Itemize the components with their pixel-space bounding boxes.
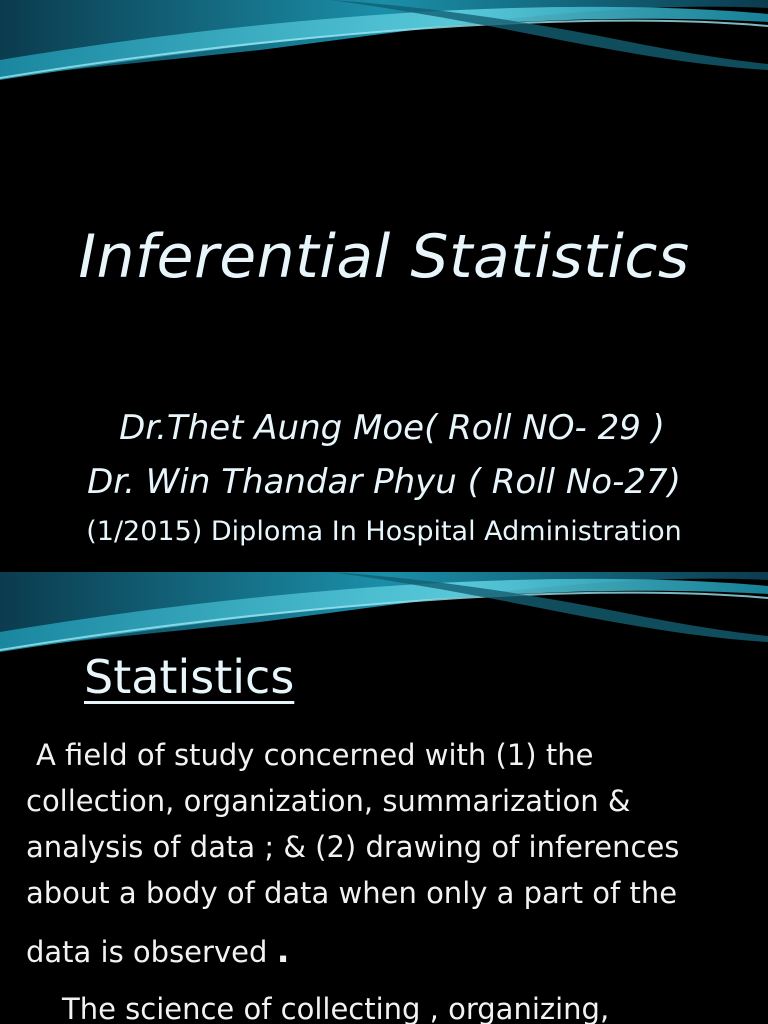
program-line: (1/2015) Diploma In Hospital Administration (86, 516, 682, 547)
author-2: Dr. Win Thandar Phyu ( Roll No-27) (87, 462, 681, 502)
section-title: Statistics (84, 650, 295, 704)
author-1: Dr.Thet Aung Moe( Roll NO- 29 ) (119, 408, 665, 448)
statistics-slide (0, 572, 768, 1024)
definition-line-last (26, 928, 746, 975)
definition-line: about a body of data when only a part of the (26, 876, 678, 910)
slide-title: Inferential Statistics (78, 222, 690, 292)
definition-line: data is observed (26, 935, 268, 969)
definition-line: A field of study concerned with (1) the (36, 738, 594, 772)
header-wave-decoration (0, 0, 768, 90)
next-paragraph: The science of collecting , organizing, (62, 992, 610, 1024)
header-wave-decoration (0, 572, 768, 662)
definition-line: analysis of data ; & (2) drawing of inferences (26, 830, 680, 864)
period-mark: . (276, 931, 290, 971)
definition-paragraph (26, 732, 746, 975)
definition-line: collection, organization, summarization & (26, 784, 631, 818)
